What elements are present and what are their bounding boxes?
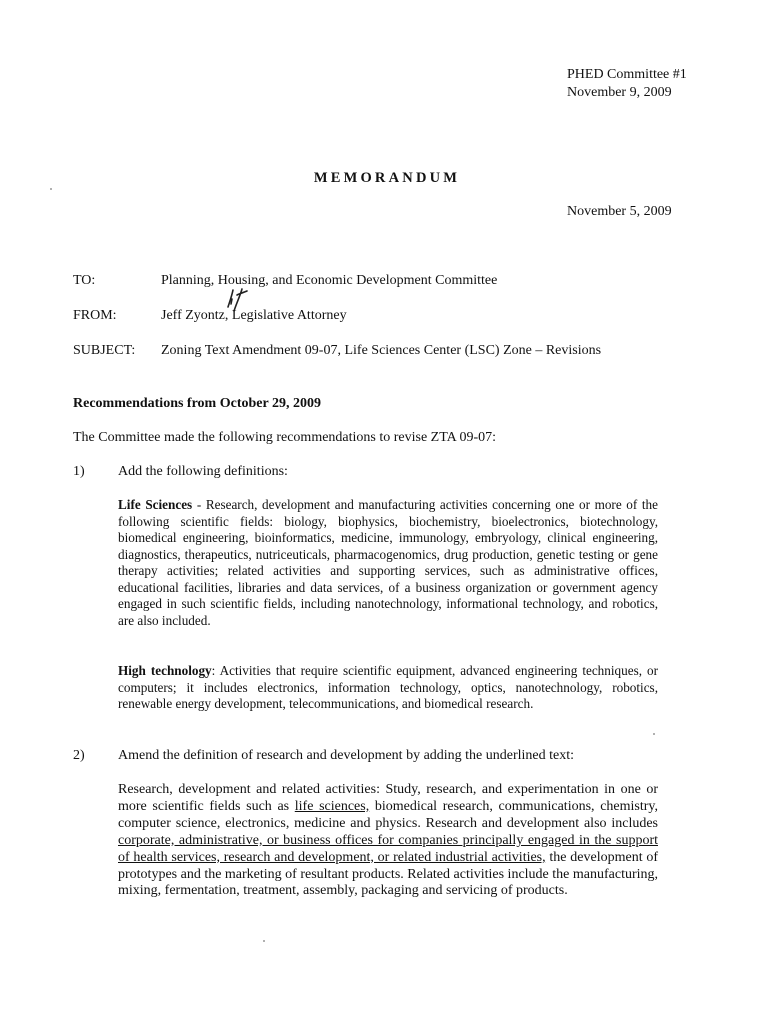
scan-speck xyxy=(263,940,265,942)
definition-high-technology xyxy=(118,663,658,713)
definition-text: biomedical research, communications, chemistry, computer science, electronics, medicine and physics. Research and development also includes xyxy=(118,798,658,831)
subject-row xyxy=(73,343,601,359)
from-row xyxy=(73,308,347,324)
definition-body: - Research, development and manufacturing activities concerning one or more of the following scientific fields: biology, biophysics, biochemistry, bioelectronics, biotechnology, biomedical engineering, bioinformatics, medicine, immunology, embryology, clinical engineering, diagnostics, therapeutics, nutriceuticals, pharmacogenomics, drug production, genetic testing or gene therapy activities; related activities and supporting services, such as administrative offices, educational facilities, libraries and data services, of a business organization or government agency engaged in such scientific fields, including nanotechnology, informational technology, and robotics, are also included. xyxy=(118,497,658,628)
to-value: Planning, Housing, and Economic Development Committee xyxy=(161,273,498,288)
to-label: TO: xyxy=(73,273,96,288)
subject-value: Zoning Text Amendment 09-07, Life Sciences Center (LSC) Zone – Revisions xyxy=(161,343,602,358)
definition-life-sciences xyxy=(118,497,658,629)
definition-text: Research, development and related activities: Study, research, and experimentation in one or more scientific fields such as xyxy=(118,782,658,814)
definition-text: the development of prototypes and the marketing of resultant products. Related activities include the manufacturing, mixing, fermentation, treatment, assembly, packaging and servicing of products. xyxy=(118,849,659,899)
item1-number: 1) xyxy=(73,464,85,479)
to-row xyxy=(73,273,497,289)
committee-label: PHED Committee #1 xyxy=(567,67,687,82)
scan-speck xyxy=(653,733,655,735)
item2-text: Amend the definition of research and development by adding the underlined text: xyxy=(118,748,575,763)
definition-term: Life Sciences xyxy=(118,497,193,512)
section-intro: The Committee made the following recommendations to revise ZTA 09-07: xyxy=(73,430,497,445)
research-development-definition xyxy=(118,782,658,900)
item2-number: 2) xyxy=(73,748,85,763)
underlined-addition: life sciences, xyxy=(294,798,370,814)
definition-term: High technology xyxy=(118,663,212,678)
section-heading: Recommendations from October 29, 2009 xyxy=(73,396,321,411)
subject-label: SUBJECT: xyxy=(73,343,136,358)
definition-body: : Activities that require scientific equipment, advanced engineering techniques, or computers; it includes electronics, information technology, optics, nanotechnology, robotics, renewable energy development, telecommunications, and biomedical research. xyxy=(118,663,658,711)
header-block xyxy=(567,66,687,102)
from-label: FROM: xyxy=(73,308,117,323)
underlined-addition: corporate, administrative, or business offices for companies principally engaged in the support of health services, research and development, or related industrial activities, xyxy=(118,832,658,865)
from-value: Jeff Zyontz, Legislative Attorney xyxy=(161,308,347,323)
scan-speck xyxy=(50,188,52,190)
meeting-date: November 9, 2009 xyxy=(567,85,672,100)
memo-date: November 5, 2009 xyxy=(567,204,672,219)
memo-title: MEMORANDUM xyxy=(313,170,461,186)
item1-text: Add the following definitions: xyxy=(118,464,288,479)
